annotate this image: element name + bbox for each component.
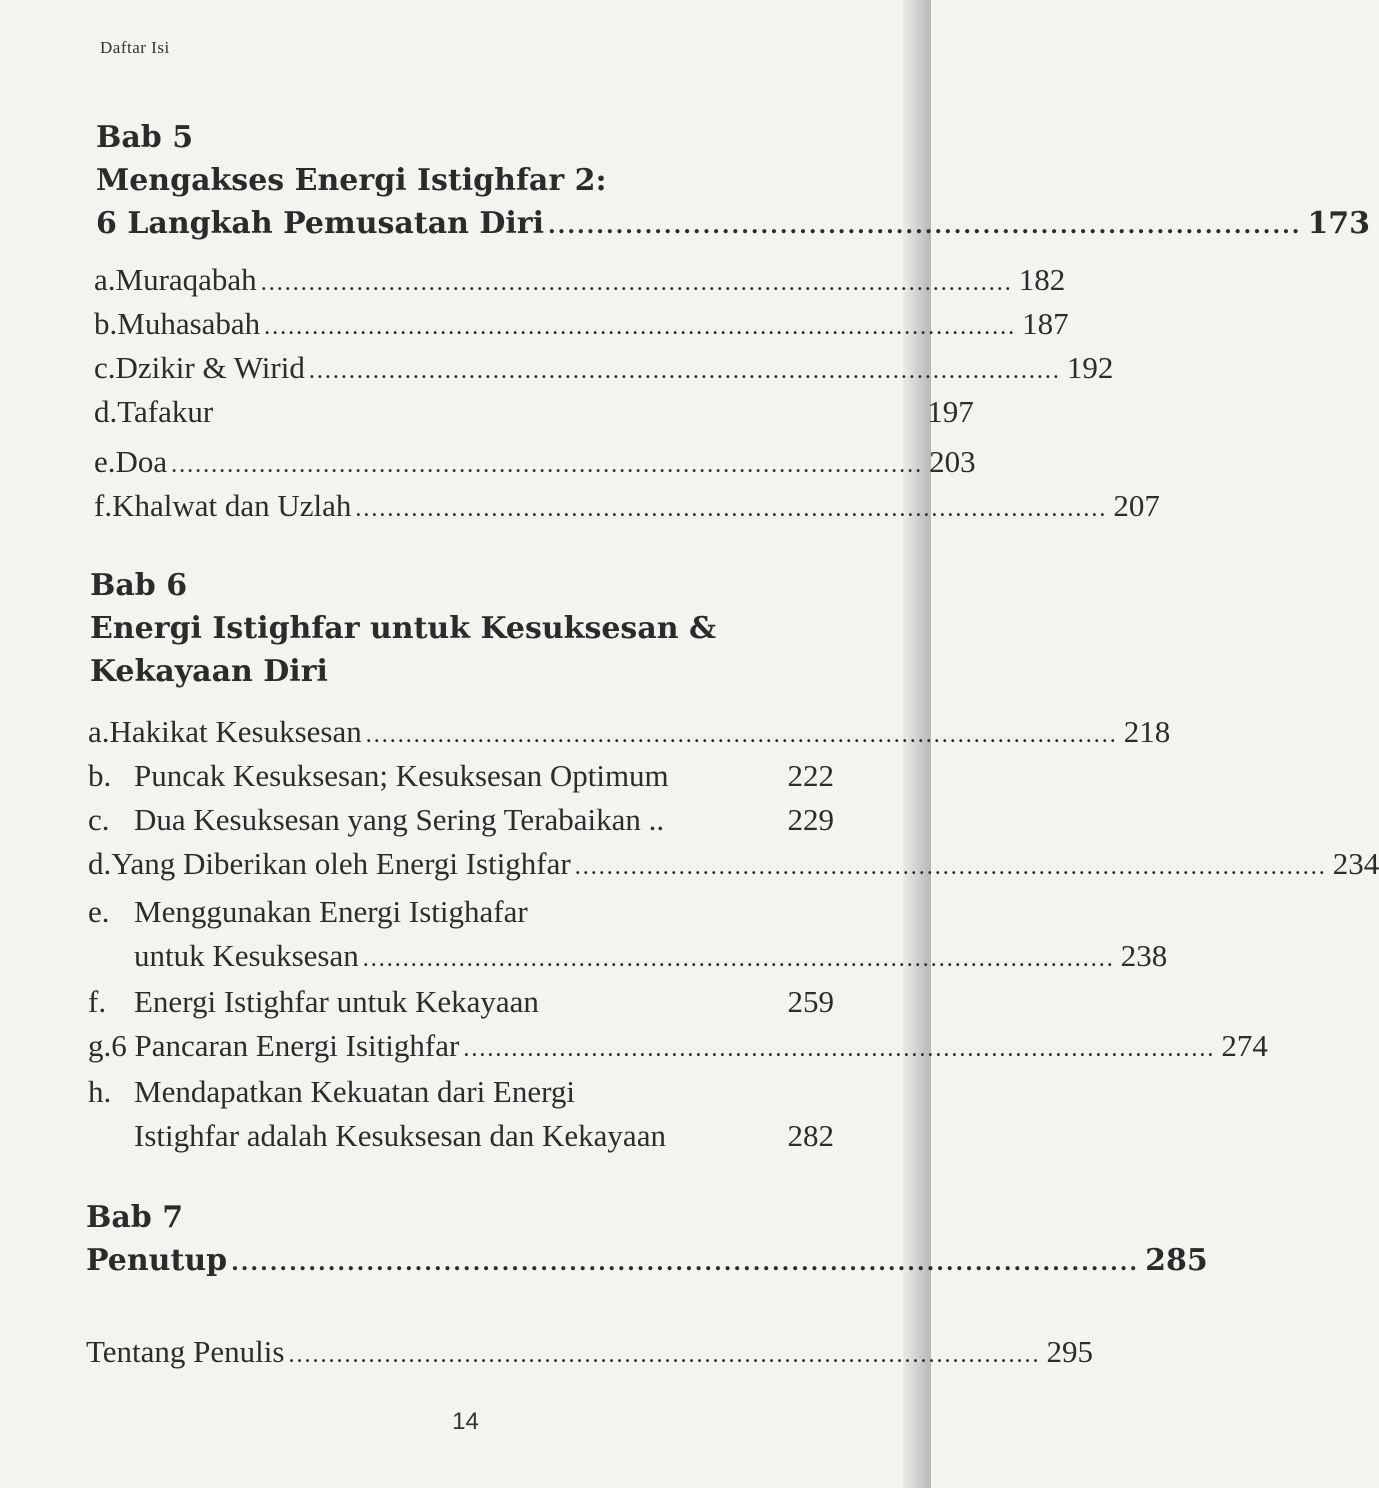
dot-leader: .............................................................................................. [362,946,1115,972]
page-number: 259 [787,984,834,1019]
chapter-label: Bab 7 [86,1200,184,1235]
page-number: 218 [1123,714,1171,749]
chapter-6-heading [90,564,830,693]
entry-continuation [88,1114,834,1161]
toc-entry[interactable] [94,440,976,487]
dot-leader: .............................................................................................. [355,496,1108,522]
entry-title: Khalwat dan Uzlah [112,488,352,523]
entry-title: Tentang Penulis [86,1334,285,1369]
entry-title: Yang Diberikan oleh Energi Istighfar [111,846,571,881]
page-number: 197 [927,394,974,429]
chapter-5-heading [96,116,1371,248]
entry-letter: f. [94,488,113,523]
toc-entry[interactable] [94,484,1160,531]
entry-title: Energi Istighfar untuk Kekayaan [134,984,539,1019]
toc-entry-about-author[interactable] [86,1330,1093,1377]
entry-letter: c. [88,802,110,837]
entry-title: Muraqabah [115,262,257,297]
page-number: 285 [1145,1243,1208,1278]
chapter-title-row[interactable] [96,202,1371,248]
toc-entry[interactable] [88,754,834,801]
dot-leader: .............................................................................................. [171,452,924,478]
chapter-title-row[interactable] [86,1239,1208,1285]
entry-letter: d. [94,394,118,429]
entry-letter: e. [94,444,116,479]
entry-title: Doa [115,444,168,479]
entry-title: Dua Kesuksesan yang Sering Terabaikan .. [134,802,665,837]
page-number: 182 [1018,262,1066,297]
chapter-title: Energi Istighfar untuk Kesuksesan & [90,611,717,646]
toc-entry[interactable] [88,798,834,845]
entry-letter: b. [94,306,118,341]
entry-title: Tafakur [117,394,214,429]
page-number: 295 [1046,1334,1093,1369]
toc-entry[interactable] [94,258,1066,305]
page-number: 229 [787,802,834,837]
toc-entry[interactable] [88,890,1168,981]
chapter-title: Penutup [86,1243,228,1278]
toc-entry[interactable] [94,302,1069,349]
entry-title-line: Menggunakan Energi Istighafar [134,894,528,929]
page-number: 207 [1113,488,1160,523]
dot-leader: .............................................................................................. [264,314,1017,340]
page-number: 222 [787,758,834,793]
entry-title: Muhasabah [117,306,261,341]
entry-letter: c. [94,350,116,385]
entry-continuation [88,934,1168,981]
chapter-title: Mengakses Energi Istighfar 2: [96,163,607,198]
dot-leader: .............................................................................................. [365,722,1118,748]
page-number: 238 [1120,938,1168,973]
entry-title: Hakikat Kesuksesan [109,714,362,749]
running-head: Daftar Isi [100,38,170,57]
entry-title: Dzikir & Wirid [115,350,305,385]
page-number: 192 [1066,350,1114,385]
entry-title: 6 Pancaran Energi Isitighfar [111,1028,460,1063]
page-number: 234 [1332,846,1379,881]
entry-title: Istighfar adalah Kesuksesan dan Kekayaan [134,1118,666,1153]
toc-entry[interactable] [88,710,1171,757]
entry-letter: b. [88,758,112,793]
toc-entry[interactable] [88,980,834,1027]
entry-letter: a. [94,262,116,297]
chapter-label: Bab 5 [96,120,194,155]
entry-letter: a. [88,714,110,749]
chapter-title: 6 Langkah Pemusatan Diri [96,206,545,241]
toc-entry[interactable] [88,1070,834,1161]
dot-leader: .............................................................................. [548,213,1302,239]
page-number: 274 [1221,1028,1268,1063]
toc-entry[interactable] [94,346,1114,393]
entry-letter: g. [88,1028,112,1063]
entry-title-line: Mendapatkan Kekuatan dari Energi [134,1074,576,1109]
dot-leader: .............................................................................................. [260,270,1013,296]
toc-entry[interactable] [88,1024,1268,1071]
dot-leader: .............................................................................................. [574,854,1327,880]
entry-letter: h. [88,1074,112,1109]
page-number: 203 [929,444,976,479]
entry-letter: f. [88,984,107,1019]
chapter-7-heading [86,1196,1208,1285]
dot-leader: .............................................................................................. [463,1036,1216,1062]
entry-title: untuk Kesuksesan [134,938,359,973]
dot-leader: .............................................................................................. [308,358,1061,384]
page-number: 173 [1307,206,1371,241]
page-number: 282 [787,1118,834,1153]
dot-leader: .............................................................................................. [288,1342,1041,1368]
chapter-title: Kekayaan Diri [90,654,328,689]
chapter-label: Bab 6 [90,568,188,603]
page-number: 187 [1022,306,1069,341]
toc-entry[interactable] [88,842,1379,889]
toc-entry[interactable] [94,390,974,437]
dot-leader: .............................................................................................. [231,1250,1140,1276]
entry-letter: e. [88,894,110,929]
folio-page-number: 14 [452,1408,479,1435]
entry-title: Puncak Kesuksesan; Kesuksesan Optimum [134,758,669,793]
entry-letter: d. [88,846,112,881]
